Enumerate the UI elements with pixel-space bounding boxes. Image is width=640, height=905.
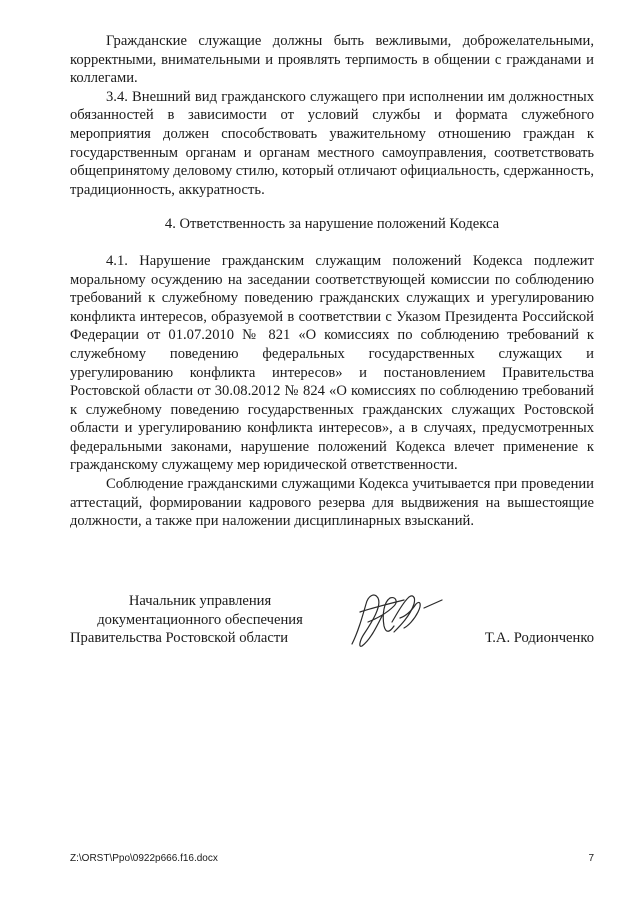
paragraph-4-1: 4.1. Нарушение гражданским служащим положений Кодекса подлежит моральному осуждению на заседании соответствующей комиссии по соблюдению требований к служебному поведению гражданских служащих и урегулированию конфликта интересов, образуемой в соответствии с Указом Президента Российской Федерации от 01.07.2010 № 821 «О комиссиях по соблюдению требований к служебному поведению федеральных государственных служащих и урегулированию конфликта интересов» и постановлением Правительства Ростовской области от 30.08.2012 № 824 «О комиссиях по соблюдению требований к служебному поведению государственных гражданских служащих Ростовской области и урегулированию конфликта интересов», а в случаях, предусмотренных федеральными законами, нарушение положений Кодекса влечет применение к гражданскому служащему мер юридической ответственности. xyxy=(70,252,594,474)
footer-file-path: Z:\ORST\Ppo\0922p666.f16.docx xyxy=(70,853,218,864)
section-heading-4: 4. Ответственность за нарушение положений Кодекса xyxy=(164,216,500,233)
paragraph-compliance: Соблюдение гражданскими служащими Кодекса учитывается при проведении аттестаций, формировании кадрового резерва для выдвижения на вышестоящие должности, а также при наложении дисциплинарных взысканий. xyxy=(70,476,594,530)
signatory-position xyxy=(70,592,330,648)
signature-block xyxy=(70,592,594,662)
signatory-position-line: Начальник управления xyxy=(128,593,272,609)
signatory-name: Т.А. Родионченко xyxy=(484,630,594,646)
signatory-position-line: Правительства Ростовской области xyxy=(70,630,289,647)
paragraph-politeness: Гражданские служащие должны быть вежливыми, доброжелательными, корректными, внимательными и проявлять терпимость в общении с гражданами и коллегами. xyxy=(70,33,594,87)
paragraph-3-4: 3.4. Внешний вид гражданского служащего при исполнении им должностных обязанностей в зависимости от условий службы и формата служебного мероприятия должен способствовать уважительному отношению граждан к государственным органам и органам местного самоуправления, соответствовать общепринятому деловому стилю, который отличают официальность, сдержанность, традиционность, аккуратность. xyxy=(70,88,594,198)
page-number: 7 xyxy=(588,853,594,864)
document-body xyxy=(70,32,594,531)
signatory-position-line: документационного обеспечения xyxy=(97,611,303,628)
handwritten-signature xyxy=(338,582,458,662)
